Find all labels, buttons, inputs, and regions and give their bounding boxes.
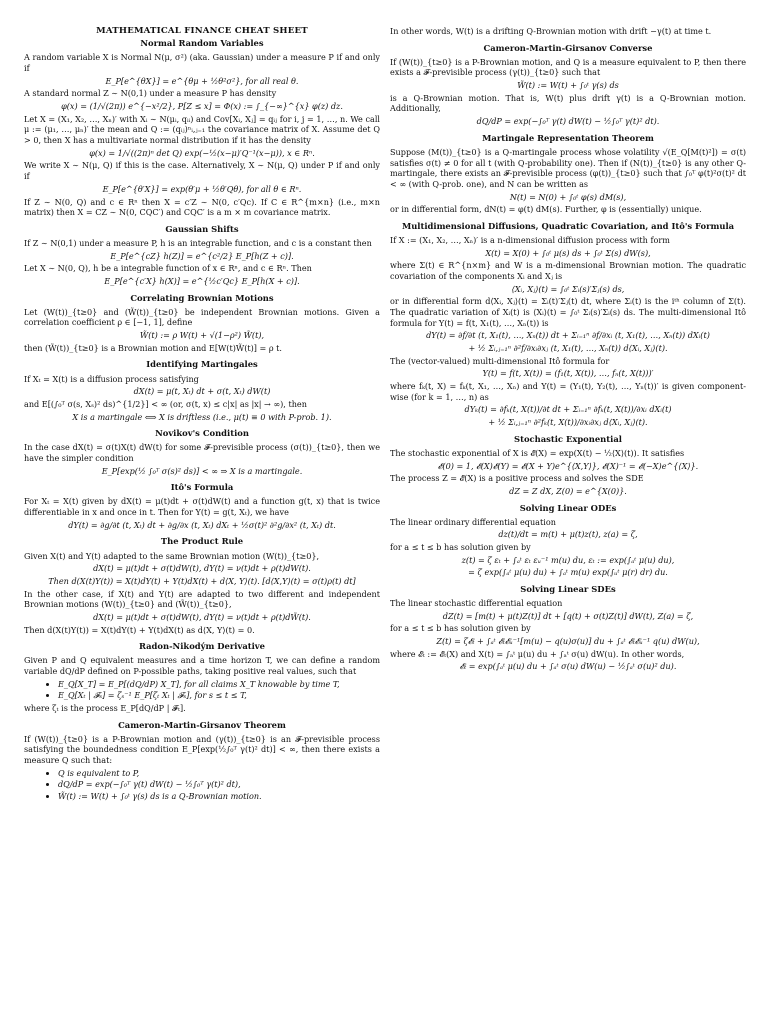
paragraph: In the case dX(t) = σ(t)X(t) dW(t) for some 𝓕-previsible process (σ(t))_{t≥0}, then we have the simpler condition <box>24 442 380 463</box>
equation: E_P[e^{θ′X}] = exp(θ′μ + ½θ′Qθ), for all θ ∈ Rⁿ. <box>102 183 302 194</box>
section-the-product-rule <box>24 536 380 635</box>
equation: dY(t) = ∂f/∂t (t, X₁(t), …, Xₙ(t)) dt + Σᵢ₌₁ⁿ ∂f/∂xᵢ (t, X₁(t), …, Xₙ(t)) dXᵢ(t) <box>426 330 710 341</box>
paragraph: Let X ∼ N(0, Q), h be a integrable function of x ∈ Rⁿ, and c ∈ Rⁿ. Then <box>24 263 312 274</box>
paragraph: Given X(t) and Y(t) adapted to the same Brownian motion (W(t))_{t≥0}, <box>24 550 320 561</box>
right-column-body <box>390 26 746 672</box>
right-column <box>390 26 746 674</box>
equation: dQ/dP = exp(−∫₀ᵀ γ(t) dW(t) − ½∫₀ᵀ γ(t)² dt). <box>476 116 660 127</box>
equation: dz(t)/dt = m(t) + μ(t)z(t), z(a) = ζ, <box>498 529 638 540</box>
paragraph: The linear ordinary differential equation <box>390 516 556 527</box>
equation: dZ = Z dX, Z(0) = e^{X(0)}. <box>509 485 627 496</box>
equation: dZ(t) = [m(t) + μ(t)Z(t)] dt + [q(t) + σ(t)Z(t)] dW(t), Z(a) = ζ, <box>442 610 694 621</box>
paragraph: A standard normal Z ∼ N(0,1) under a measure P has density <box>24 88 277 99</box>
section-heading: Radon-Nikodým Derivative <box>138 641 266 652</box>
paragraph: where fₖ(t, X) = fₖ(t, X₁, …, Xₙ) and Y(t) = (Y₁(t), Y₂(t), …, Yₙ(t))′ is given component-wise (for k = 1, …, n) as <box>390 381 746 402</box>
section-heading: The Product Rule <box>160 536 244 547</box>
paragraph: The stochastic exponential of X is 𝓔(X) = exp(X(t) − ½⟨X⟩(t)). It satisfies <box>390 447 685 458</box>
equation: dYₖ(t) = ∂fₖ(t, X(t))/∂t dt + Σᵢ₌₁ⁿ ∂fₖ(t, X(t))/∂xᵢ dXᵢ(t) <box>464 404 672 415</box>
equation: 𝓔ₜ = exp(∫ₐᵗ μ(u) du + ∫ₐᵗ σ(u) dW(u) − ½∫ₐᵗ σ(u)² du). <box>459 661 677 672</box>
paragraph: A random variable X is Normal N(μ, σ²) (aka. Gaussian) under a measure P if and only if <box>24 52 380 74</box>
section-martingale-representation-theorem <box>390 133 746 215</box>
section-gaussian-shifts <box>24 224 380 287</box>
bullet-list <box>24 768 380 802</box>
left-column-body <box>24 38 380 801</box>
section-heading: Multidimensional Diffusions, Quadratic Covariation, and Itô's Formula <box>401 220 735 231</box>
section-normal-random-variables <box>24 38 380 218</box>
equation: Y(t) = f(t, X(t)) = (f₁(t, X(t)), …, fₙ(t, X(t)))′ <box>482 368 654 379</box>
equation: z(t) = ζ εₜ + ∫ₐᵗ εₜ εᵤ⁻¹ m(u) du, εₜ := exp(∫ₐᵗ μ(u) du), <box>461 554 675 565</box>
section-heading: Cameron-Martin-Girsanov Theorem <box>118 719 286 730</box>
paragraph: If X := (X₁, X₂, …, Xₙ)′ is a n-dimensional diffusion process with form <box>390 235 670 246</box>
paragraph: If Xₜ = X(t) is a diffusion process satisfying <box>24 373 199 384</box>
section-solving-linear-sdes <box>390 584 746 672</box>
equation: W̃(t) := W(t) + ∫₀ᵗ γ(s) ds <box>517 80 619 91</box>
equation: E_P[e^{θX}] = e^{θμ + ½θ²σ²}, for all real θ. <box>105 75 299 86</box>
equation: ⟨Xᵢ, Xⱼ⟩(t) = ∫₀ᵗ Σᵢ(s)′Σⱼ(s) ds, <box>511 283 625 294</box>
paragraph: The process Z = 𝓔(X) is a positive process and solves the SDE <box>390 473 644 484</box>
equation: dX(t) = μ(t)dt + σ(t)dW(t), dY(t) = ν(t)dt + ρ(t)dW(t). <box>93 563 311 574</box>
bullet-item: • W̃(t) := W(t) + ∫₀ᵗ γ(s) ds is a Q-Brownian motion. <box>58 791 380 802</box>
bullet-item: • dQ/dP = exp(−∫₀ᵀ γ(t) dW(t) − ½∫₀ᵀ γ(t)² dt), <box>58 779 380 790</box>
equation: E_P[exp(½ ∫₀ᵀ σ(s)² ds)] < ∞ ⇒ X is a martingale. <box>101 465 303 476</box>
paragraph: where ζₜ is the process E_P[dQ/dP | 𝓕ₜ]. <box>24 702 186 713</box>
equation: φ(x) = 1/√((2π)ⁿ det Q) exp(−½(x−μ)′Q⁻¹(x−μ)), x ∈ Rⁿ. <box>89 147 315 158</box>
equation: dX(t) = μ(t)dt + σ(t)dW(t), dY(t) = ν(t)dt + ρ(t)dW̃(t). <box>93 611 311 622</box>
equation: dY(t) = ∂g/∂t (t, Xₜ) dt + ∂g/∂x (t, Xₜ) dXₜ + ½σ(t)² ∂²g/∂x² (t, Xₜ) dt. <box>68 519 336 530</box>
paragraph: If (W(t))_{t≥0} is a P-Brownian motion, and Q is a measure equivalent to P, then there exists a 𝓕-previsible process (γ(t))_{t≥0} such that <box>390 56 746 78</box>
paragraph: In other words, W(t) is a drifting Q-Brownian motion with drift −γ(t) at time t. <box>390 26 712 36</box>
section-heading: Gaussian Shifts <box>165 223 239 234</box>
left-column <box>24 26 380 804</box>
section-multidimensional-diffusions-quadratic-covariation-and-it-s-formula <box>390 221 746 428</box>
section-heading: Novikov's Condition <box>155 428 249 439</box>
paragraph: If Z ∼ N(0,1) under a measure P, h is an integrable function, and c is a constant then <box>24 237 372 248</box>
paragraph: for a ≤ t ≤ b has solution given by <box>390 623 531 634</box>
section-identifying-martingales <box>24 359 380 422</box>
paragraph: Then d(X(t)Y(t)) = X(t)dY(t) + Y(t)dX(t) as d⟨X, Y⟩(t) = 0. <box>24 624 255 635</box>
section-stochastic-exponential <box>390 434 746 497</box>
paragraph: Given P and Q equivalent measures and a time horizon T, we can define a random variable dQ/dP defined on P-possible paths, taking positive real values, such that <box>24 655 380 676</box>
paragraph: or in differential form, dN(t) = φ(t) dM(s). Further, φ is (essentially) unique. <box>390 204 702 215</box>
equation: = ζ exp(∫ₐᵗ μ(u) du) + ∫ₐᵗ m(u) exp(∫ᵤᵗ μ(r) dr) du. <box>468 567 668 578</box>
bullet-item: • Q is equivalent to P, <box>58 768 380 779</box>
section-heading: Itô's Formula <box>170 482 234 493</box>
paragraph: Let X = (X₁, X₂, …, Xₙ)′ with Xᵢ ∼ N(μᵢ, qᵢᵢ) and Cov[Xᵢ, Xⱼ] = qᵢⱼ for i, j = 1, …, n. We call μ := (μ₁, …, μₙ)′ the mean and Q := (qᵢⱼ)ⁿᵢ,ⱼ₌₁ the covariance matrix of X. Assume det Q > 0, then X has a multivariate normal distribution if it has the density <box>24 113 380 146</box>
paragraph: then (W̃(t))_{t≥0} is a Brownian motion and E[W(t)W̃(t)] = ρ t. <box>24 342 283 353</box>
section-heading: Martingale Representation Theorem <box>482 132 654 143</box>
section-radon-nikod-m-derivative <box>24 641 380 713</box>
paragraph: is a Q-Brownian motion. That is, W(t) plus drift γ(t) is a Q-Brownian motion. Additionally, <box>390 92 746 114</box>
paragraph: Suppose (M(t))_{t≥0} is a Q-martingale process whose volatility √(E_Q[M(t)²]) = σ(t) satisfies σ(t) ≠ 0 for all t (with Q-probability one). Then if (N(t))_{t≥0} is any other Q-martingale, there exists an 𝓕-previsible process (φ(t))_{t≥0} such that ∫₀ᵀ φ(t)²σ(t)² dt < ∞ (with Q-prob. one), and N can be written as <box>390 146 746 189</box>
section-solving-linear-odes <box>390 503 746 578</box>
equation: Then d(X(t)Y(t)) = X(t)dY(t) + Y(t)dX(t) + d⟨X, Y⟩(t). [d⟨X,Y⟩(t) = σ(t)ρ(t) dt] <box>48 575 356 586</box>
section-cameron-martin-girsanov-theorem <box>24 720 380 802</box>
equation: + ½ Σᵢ,ⱼ₌₁ⁿ ∂²fₖ(t, X(t))/∂xᵢ∂xⱼ d⟨Xᵢ, Xⱼ⟩(t). <box>488 417 648 428</box>
section-correlating-brownian-motions <box>24 293 380 354</box>
section-heading: Solving Linear SDEs <box>520 584 616 594</box>
bullet-item: • E_Q[Xₜ | 𝓕ₛ] = ζₛ⁻¹ E_P[ζₜ Xₜ | 𝓕ₛ], for s ≤ t ≤ T, <box>58 690 380 701</box>
paragraph: where 𝓔ₜ := 𝓔ₜ(X) and X(t) = ∫ₐᵗ μ(u) du + ∫ₐᵗ σ(u) dW(u). In other words, <box>390 648 685 659</box>
equation: φ(x) = (1/√(2π)) e^{−x²/2}, P[Z ≤ x] = Φ(x) := ∫_{−∞}^{x} φ(z) dz. <box>61 101 343 112</box>
equation: + ½ Σᵢ,ⱼ₌₁ⁿ ∂²f/∂xᵢ∂xⱼ (t, X₁(t), …, Xₙ(t)) d⟨Xᵢ, Xⱼ⟩(t). <box>468 343 668 354</box>
paragraph: If (W(t))_{t≥0} is a P-Brownian motion and (γ(t))_{t≥0} is an 𝓕-previsible process satisfying the boundedness condition E_P[exp(½∫₀ᵀ γ(t)² dt)] < ∞, then there exists a measure Q such that: <box>24 733 380 766</box>
paragraph: In the other case, if X(t) and Y(t) are adapted to two different and independent Brownian motions (W(t))_{t≥0} and (W̃(t))_{t≥0}, <box>24 588 380 610</box>
paragraph: or in differential form d⟨Xᵢ, Xⱼ⟩(t) = Σᵢ(t)′Σⱼ(t) dt, where Σᵢ(t) is the iᵗʰ column of Σ(t). The quadratic variation of Xᵢ(t) is ⟨Xᵢ⟩(t) = ∫₀ᵗ Σᵢ(s)′Σᵢ(s) ds. The multi-dimensional Itô formula for Y(t) = f(t, X₁(t), …, Xₙ(t)) is <box>390 296 746 328</box>
paragraph: where Σ(t) ∈ R^{n×m} and W is a m-dimensional Brownian motion. The quadratic covariation of the components Xᵢ and Xⱼ is <box>390 260 746 282</box>
paragraph: The linear stochastic differential equation <box>390 598 563 609</box>
equation: 𝓔(0) = 1, 𝓔(X)𝓔(Y) = 𝓔(X + Y)e^{⟨X,Y⟩}, 𝓔(X)⁻¹ = 𝓔(−X)e^{⟨X⟩}. <box>437 460 699 471</box>
section-heading: Stochastic Exponential <box>514 433 622 444</box>
section-heading: Solving Linear ODEs <box>519 502 617 513</box>
paragraph: The (vector-valued) multi-dimensional Itô formula for <box>390 355 610 366</box>
section-heading: Cameron-Martin-Girsanov Converse <box>483 42 653 53</box>
equation: dX(t) = μ(t, Xₜ) dt + σ(t, Xₜ) dW(t) <box>133 386 271 397</box>
section-heading: Identifying Martingales <box>146 359 258 370</box>
equation: W̃(t) := ρ W(t) + √(1−ρ²) W̃(t), <box>139 330 265 341</box>
equation: E_P[e^{cZ} h(Z)] = e^{c²/2} E_P[h(Z + c)]. <box>110 250 294 261</box>
paragraph: Let (W(t))_{t≥0} and (W̃(t))_{t≥0} be independent Brownian motions. Given a correlation coefficient ρ ∈ [−1, 1], define <box>24 306 380 328</box>
bullet-list <box>24 679 380 701</box>
section-it-s-formula <box>24 482 380 530</box>
section-continued <box>390 26 746 37</box>
paragraph: If Z ∼ N(0, Q) and c ∈ Rⁿ then X = c′Z ∼ N(0, c′Qc). If C ∈ R^{m×n} (i.e., m×n matrix) then X = CZ ∼ N(0, CQC′) and CQC′ is a m × m covariance matrix. <box>24 196 380 218</box>
paragraph: We write X ∼ N(μ, Q) if this is the case. Alternatively, X ∼ N(μ, Q) under P if and only if <box>24 160 380 182</box>
section-cameron-martin-girsanov-converse <box>390 43 746 127</box>
document-title: MATHEMATICAL FINANCE CHEAT SHEET <box>96 26 308 36</box>
section-heading: Correlating Brownian Motions <box>130 292 274 303</box>
equation: E_P[e^{c′X} h(X)] = e^{½c′Qc} E_P[h(X + c)]. <box>104 275 300 286</box>
paragraph: For Xₜ = X(t) given by dX(t) = μ(t)dt + σ(t)dW(t) and a function g(t, x) that is twice differentiable in x and once in t. Then for Y(t) = g(t, Xₜ), we have <box>24 496 380 518</box>
equation: Z(t) = ζ𝓔ₜ + ∫ₐᵗ 𝓔ₜ𝓔ᵤ⁻¹[m(u) − q(u)σ(u)] du + ∫ₐᵗ 𝓔ₜ𝓔ᵤ⁻¹ q(u) dW(u), <box>436 636 700 647</box>
paragraph: for a ≤ t ≤ b has solution given by <box>390 541 531 552</box>
section-heading: Normal Random Variables <box>140 38 264 49</box>
paragraph: and E[(∫₀ᵀ σ(s, Xₛ)² ds)^{1/2}] < ∞ (or, σ(t, x) ≤ c|x| as |x| → ∞), then <box>24 398 307 409</box>
equation: X is a martingale ⟺ X is driftless (i.e., μ(t) ≡ 0 with P-prob. 1). <box>72 411 332 422</box>
equation: X(t) = X(0) + ∫₀ᵗ μ(s) ds + ∫₀ᵗ Σ(s) dW(s), <box>485 247 651 258</box>
bullet-item: • E_Q[X_T] = E_P[(dQ/dP) X_T], for all claims X_T knowable by time T, <box>58 679 380 690</box>
section-novikov-s-condition <box>24 428 380 476</box>
equation: N(t) = N(0) + ∫₀ᵗ φ(s) dM(s), <box>509 191 627 202</box>
